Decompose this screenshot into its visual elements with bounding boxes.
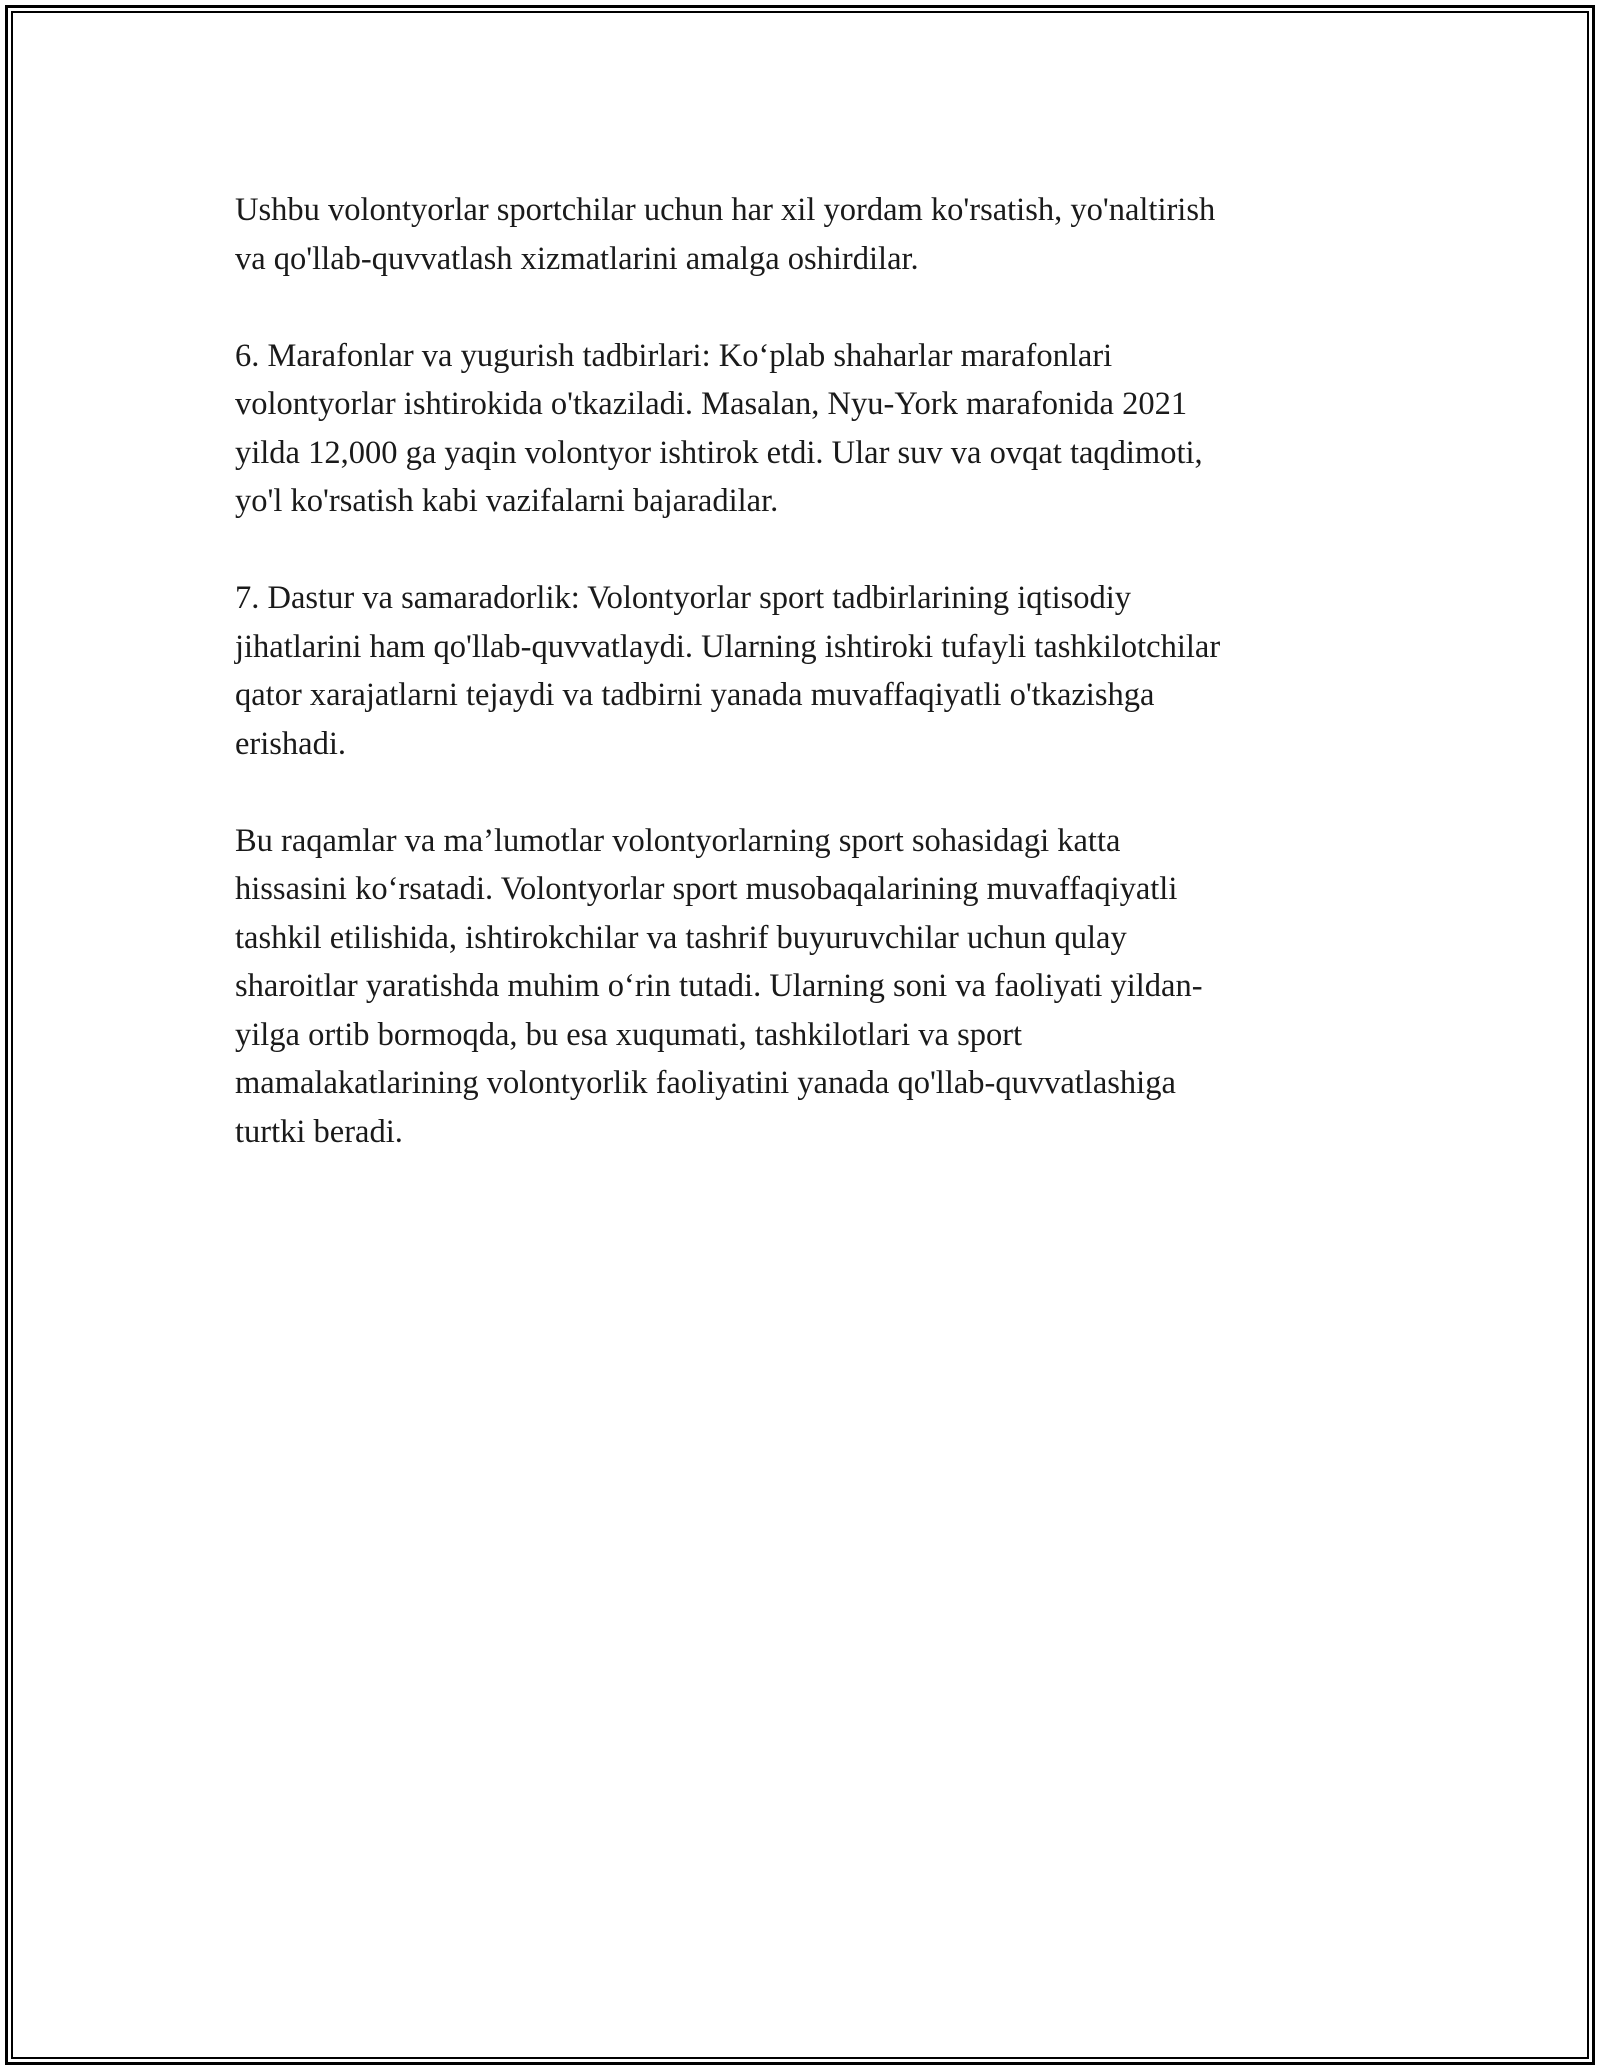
paragraph-efficiency (235, 574, 1365, 768)
text-line: yo'l ko'rsatish kabi vazifalarni bajaradilar. (235, 483, 779, 519)
text-line: 6. Marafonlar va yugurish tadbirlari: Koʻplab shaharlar marafonlari (235, 337, 1113, 374)
text-line: tashkil etilishida, ishtirokchilar va tashrif buyuruvchilar uchun qulay (235, 919, 1127, 956)
paragraph-conclusion (235, 817, 1365, 1157)
text-line: 7. Dastur va samaradorlik: Volontyorlar sport tadbirlarining iqtisodiy (235, 580, 1132, 616)
paragraph-marathons (235, 332, 1365, 526)
paragraph-volunteer-services (235, 186, 1365, 283)
text-line: qator xarajatlarni tejaydi va tadbirni yanada muvaffaqiyatli o'tkazishga (235, 677, 1155, 713)
text-line: sharoitlar yaratishda muhim oʻrin tutadi. Ularning soni va faoliyati yildan- (235, 968, 1203, 1004)
text-line: turtki beradi. (235, 1113, 403, 1150)
text-line: jihatlarini ham qo'llab-quvvatlaydi. Ularning ishtiroki tufayli tashkilotchilar (235, 628, 1221, 665)
text-line: hissasini koʻrsatadi. Volontyorlar sport musobaqalarining muvaffaqiyatli (235, 871, 1178, 907)
text-line: Bu raqamlar va ma’lumotlar volontyorlarning sport sohasidagi katta (235, 822, 1121, 859)
text-line: erishadi. (235, 725, 347, 762)
text-line: Ushbu volontyorlar sportchilar uchun har xil yordam ko'rsatish, yo'naltirish (235, 192, 1216, 228)
text-line: mamalakatlarining volontyorlik faoliyatini yanada qo'llab-quvvatlashiga (235, 1065, 1176, 1101)
text-line: va qo'llab-quvvatlash xizmatlarini amalga oshirdilar. (235, 240, 919, 277)
text-line: yilda 12,000 ga yaqin volontyor ishtirok etdi. Ular suv va ovqat taqdimoti, (235, 434, 1203, 471)
text-line: volontyorlar ishtirokida o'tkaziladi. Masalan, Nyu-York marafonida 2021 (235, 386, 1188, 422)
document-body (235, 186, 1365, 1205)
text-line: yilga ortib bormoqda, bu esa xuqumati, tashkilotlari va sport (235, 1016, 1023, 1053)
